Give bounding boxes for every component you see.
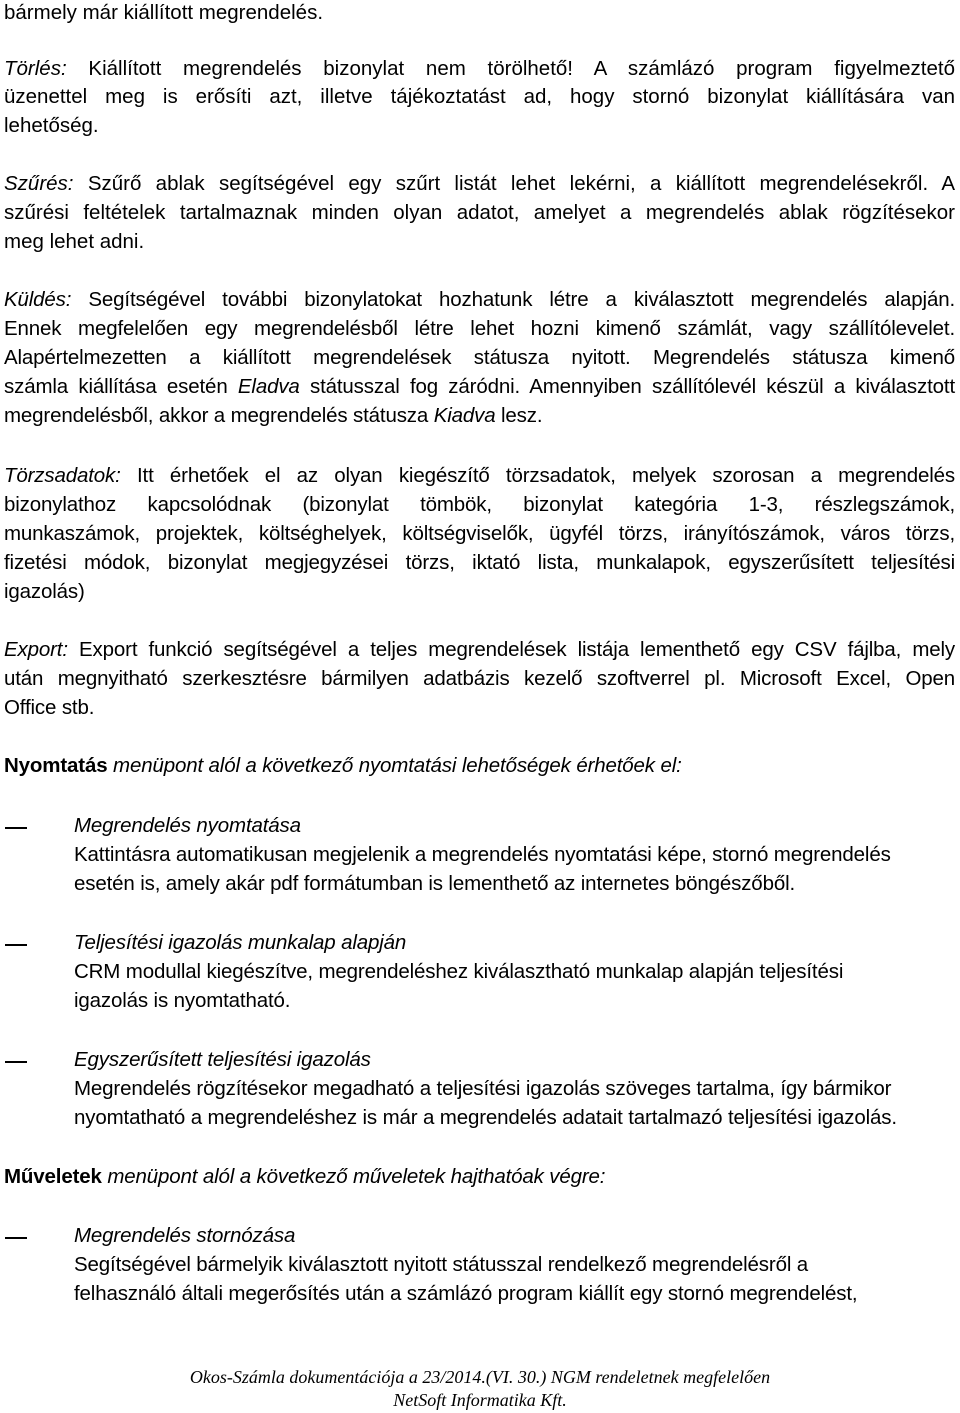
footer-title: Okos-Számla dokumentációja a 23/2014.(VI. 30.) NGM rendeletnek megfelelően <box>189 1367 771 1387</box>
list-item-text: nyomtatható a megrendeléshez is már a megrendelés adatait tartalmazó teljesítési igazolás. <box>74 1106 897 1129</box>
list-item-text: felhasználó általi megerősítés után a számlázó program kiállít egy stornó megrendelést, <box>74 1282 858 1305</box>
keyword-torles: Törlés: <box>4 57 67 80</box>
keyword-szures: Szűrés: <box>4 172 74 195</box>
text-line: üzenettel meg is erősíti azt, illetve tájékoztatást ad, hogy stornó bizonylat kiállítására van <box>4 85 955 108</box>
section-heading-nyomtatas: Nyomtatás menüpont alól a következő nyomtatási lehetőségek érhetőek el: <box>4 754 682 777</box>
list-item-text: esetén is, amely akár pdf formátumban is lementhető az internetes böngészőből. <box>74 872 796 895</box>
keyword-torzsadatok: Törzsadatok: <box>4 464 121 487</box>
text-line: Törlés: Kiállított megrendelés bizonylat nem törölhető! A számlázó program figyelmeztető <box>4 57 955 80</box>
text-line: Office stb. <box>4 696 95 719</box>
text-line: bármely már kiállított megrendelés. <box>4 1 324 24</box>
text-line: után megnyitható szerkesztésre bármilyen adatbázis kezelő szoftverrel pl. Microsoft Excel, Open <box>4 667 955 690</box>
list-item-title: Megrendelés stornózása <box>74 1224 296 1247</box>
text-line: igazolás) <box>4 580 85 603</box>
text-line: megrendelésből, akkor a megrendelés státusza Kiadva lesz. <box>4 404 543 427</box>
text-line: lehetőség. <box>4 114 99 137</box>
text-line: munkaszámok, projektek, költséghelyek, költségviselők, ügyfél törzs, irányítószámok, város törzs, <box>4 522 955 545</box>
list-item-title: Megrendelés nyomtatása <box>74 814 301 837</box>
list-dash <box>5 1237 27 1239</box>
text-line: meg lehet adni. <box>4 230 145 253</box>
footer-company: NetSoft Informatika Kft. <box>393 1390 567 1410</box>
text-line: bizonylathoz kapcsolódnak (bizonylat tömbök, bizonylat kategória 1-3, részlegszámok, <box>4 493 955 516</box>
list-dash <box>5 1061 27 1063</box>
keyword-export: Export: <box>4 638 68 661</box>
text-line: Törzsadatok: Itt érhetőek el az olyan kiegészítő törzsadatok, melyek szorosan a megrendelés <box>4 464 955 487</box>
list-dash <box>5 944 27 946</box>
text-line: számla kiállítása esetén Eladva státusszal fog záródni. Amennyiben szállítólevél készül a kiválasztott <box>4 375 955 398</box>
list-item-text: Megrendelés rögzítésekor megadható a teljesítési igazolás szöveges tartalma, így bármikor <box>74 1077 892 1100</box>
list-dash <box>5 827 27 829</box>
section-heading-muveletek: Műveletek menüpont alól a következő műveletek hajthatóak végre: <box>4 1165 606 1188</box>
list-item-text: igazolás is nyomtatható. <box>74 989 291 1012</box>
text-line: fizetési módok, bizonylat megjegyzései törzs, iktató lista, munkalapok, egyszerűsített teljesítési <box>4 551 955 574</box>
text-line: Ennek megfelelően egy megrendelésből létre lehet hozni kimenő számlát, vagy szállítólevelet. <box>4 317 955 340</box>
list-item-title: Teljesítési igazolás munkalap alapján <box>74 931 407 954</box>
list-item-title: Egyszerűsített teljesítési igazolás <box>74 1048 371 1071</box>
text-line: szűrési feltételek tartalmaznak minden olyan adatot, amelyet a megrendelés ablak rögzítésekor <box>4 201 955 224</box>
list-item-text: Kattintásra automatikusan megjelenik a megrendelés nyomtatási képe, stornó megrendelés <box>74 843 891 866</box>
list-item-text: Segítségével bármelyik kiválasztott nyitott státusszal rendelkező megrendelésről a <box>74 1253 809 1276</box>
list-item-text: CRM modullal kiegészítve, megrendeléshez kiválasztható munkalap alapján teljesítési <box>74 960 844 983</box>
text-line: Küldés: Segítségével további bizonylatokat hozhatunk létre a kiválasztott megrendelés alapján. <box>4 288 956 311</box>
keyword-kuldes: Küldés: <box>4 288 72 311</box>
text-line: Export: Export funkció segítségével a teljes megrendelések listája lementhető egy CSV fájlba, mely <box>4 638 955 661</box>
text-line: Alapértelmezetten a kiállított megrendelések státusza nyitott. Megrendelés státusza kimenő <box>4 346 955 369</box>
text-line: Szűrés: Szűrő ablak segítségével egy szűrt listát lehet lekérni, a kiállított megrendelésekről. A <box>4 172 955 195</box>
